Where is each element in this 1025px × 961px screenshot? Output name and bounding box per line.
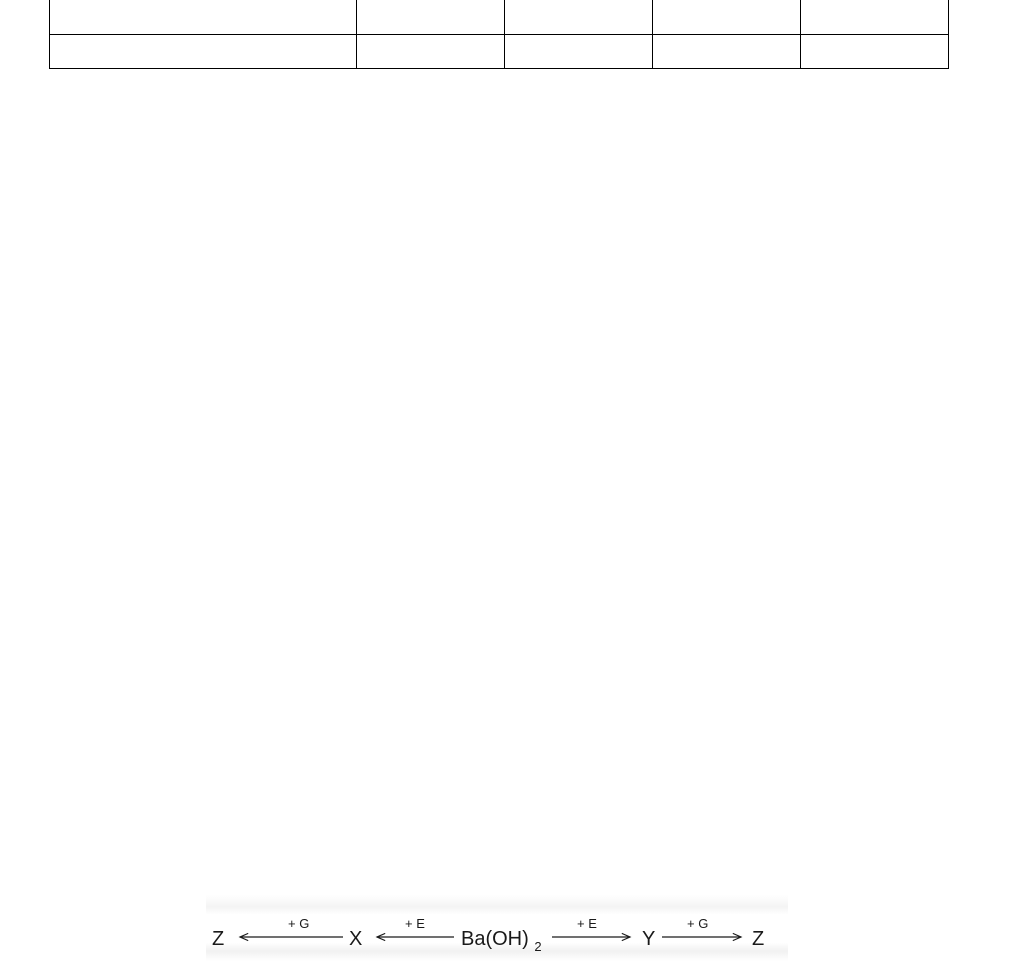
scheme-node-end: Z [752,928,765,950]
scheme-node-x: X [349,928,363,950]
scheme-node-y: Y [642,928,656,950]
table-cell [505,35,653,69]
table-cell [801,0,949,35]
table-row [50,0,949,35]
center-compound-base: Ba(OH) [461,928,529,950]
table-cell [653,0,801,35]
arrow-3-reagent: + E [577,916,597,931]
table-cell [50,0,357,35]
scheme-node-start: Z [212,928,225,950]
center-compound-subscript: 2 [534,939,542,954]
answer-table [49,0,949,69]
arrow-1-reagent: + G [288,916,310,931]
table-cell [357,0,505,35]
scheme-center-compound [461,928,542,954]
table-cell [357,35,505,69]
table-cell [505,0,653,35]
table-cell [653,35,801,69]
table-cell [50,35,357,69]
table-row [50,35,949,69]
reaction-scheme [206,895,788,961]
arrow-4-reagent: + G [687,916,709,931]
arrow-2-reagent: + E [405,916,425,931]
table-cell [801,35,949,69]
